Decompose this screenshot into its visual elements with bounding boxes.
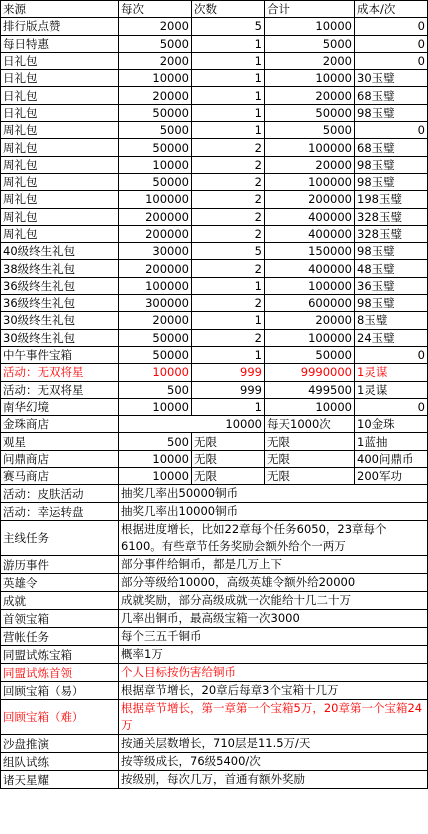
cell-total: 5000 bbox=[265, 35, 355, 52]
cell-per-time: 500 bbox=[119, 433, 192, 450]
cell-source: 活动：幸运转盘 bbox=[1, 503, 119, 521]
cell-count: 2 bbox=[192, 191, 265, 208]
table-row bbox=[1, 295, 428, 312]
cell-source: 日礼包 bbox=[1, 87, 119, 104]
cell-total: 20000 bbox=[265, 156, 355, 173]
cell-cost: 0 bbox=[355, 52, 428, 69]
cell-total: 无限 bbox=[265, 468, 355, 485]
cell-count: 1 bbox=[192, 122, 265, 139]
cell-source: 30级终生礼包 bbox=[1, 329, 119, 346]
table-row bbox=[1, 122, 428, 139]
cell-cost: 328玉璧 bbox=[355, 208, 428, 225]
table-row bbox=[1, 398, 428, 415]
cell-total: 9990000 bbox=[265, 364, 355, 381]
table-row bbox=[1, 381, 428, 398]
cell-per-time: 500 bbox=[119, 381, 192, 398]
cell-per-time: 100000 bbox=[119, 191, 192, 208]
cell-cost: 200军功 bbox=[355, 468, 428, 485]
cell-cost: 0 bbox=[355, 346, 428, 363]
cell-cost: 0 bbox=[355, 398, 428, 415]
cell-per-time: 50000 bbox=[119, 346, 192, 363]
cell-per-time: 10000 bbox=[119, 450, 192, 467]
cell-cost: 98玉璧 bbox=[355, 156, 428, 173]
cell-count: 5 bbox=[192, 243, 265, 260]
cell-count: 2 bbox=[192, 208, 265, 225]
cell-per-time: 5000 bbox=[119, 35, 192, 52]
cell-count: 无限 bbox=[192, 468, 265, 485]
cell-source: 38级终生礼包 bbox=[1, 260, 119, 277]
cell-total: 10000 bbox=[265, 70, 355, 87]
cell-source: 南华幻境 bbox=[1, 398, 119, 415]
table-row bbox=[1, 225, 428, 242]
cell-source: 周礼包 bbox=[1, 208, 119, 225]
cell-per-time: 10000 bbox=[119, 156, 192, 173]
cell-total: 400000 bbox=[265, 208, 355, 225]
cell-description: 抽奖几率出50000铜币 bbox=[119, 485, 428, 503]
cell-total: 100000 bbox=[265, 277, 355, 294]
cell-total: 499500 bbox=[265, 381, 355, 398]
table-row bbox=[1, 753, 428, 771]
cell-description: 根据进度增长，比如22章每个任务6050，23章每个6100。有些章节任务奖励会额外给个一两万 bbox=[119, 521, 428, 556]
cell-cost: 1灵谋 bbox=[355, 381, 428, 398]
cell-source: 40级终生礼包 bbox=[1, 243, 119, 260]
cell-source: 赛马商店 bbox=[1, 468, 119, 485]
cell-count: 2 bbox=[192, 173, 265, 190]
cell-per-time: 100000 bbox=[119, 277, 192, 294]
header-source: 来源 bbox=[1, 1, 119, 18]
cell-per-time: 2000 bbox=[119, 52, 192, 69]
cell-total: 200000 bbox=[265, 191, 355, 208]
cell-per-time: 2000 bbox=[119, 18, 192, 35]
cell-description: 按通关层数增长，710层是11.5万/天 bbox=[119, 735, 428, 753]
table-row bbox=[1, 433, 428, 450]
cell-per-time: 200000 bbox=[119, 260, 192, 277]
cell-total: 50000 bbox=[265, 346, 355, 363]
cell-source: 成就 bbox=[1, 592, 119, 610]
cell-source: 周礼包 bbox=[1, 139, 119, 156]
cell-count: 999 bbox=[192, 381, 265, 398]
cell-count: 1 bbox=[192, 70, 265, 87]
cell-total: 10000 bbox=[265, 18, 355, 35]
cell-per-time: 50000 bbox=[119, 104, 192, 121]
cell-source: 36级终生礼包 bbox=[1, 295, 119, 312]
table-row bbox=[1, 52, 428, 69]
cell-cost: 1蓝抽 bbox=[355, 433, 428, 450]
table-row bbox=[1, 646, 428, 664]
cell-count: 1 bbox=[192, 104, 265, 121]
table-row bbox=[1, 191, 428, 208]
header-per-time: 每次 bbox=[119, 1, 192, 18]
table-row bbox=[1, 35, 428, 52]
cell-per-time: 20000 bbox=[119, 87, 192, 104]
cell-cost: 10金珠 bbox=[355, 416, 428, 433]
table-row bbox=[1, 364, 428, 381]
cell-count: 1 bbox=[192, 312, 265, 329]
cell-per-time: 200000 bbox=[119, 208, 192, 225]
cell-source: 金珠商店 bbox=[1, 416, 119, 433]
cell-total: 5000 bbox=[265, 122, 355, 139]
cell-source: 周礼包 bbox=[1, 156, 119, 173]
cell-per-time: 10000 bbox=[119, 70, 192, 87]
cell-source: 主线任务 bbox=[1, 521, 119, 556]
table-row bbox=[1, 18, 428, 35]
cell-source: 诸天星耀 bbox=[1, 771, 119, 789]
cell-description: 部分等级给10000，高级英雄令额外给20000 bbox=[119, 574, 428, 592]
cell-source: 游历事件 bbox=[1, 556, 119, 574]
cell-source: 日礼包 bbox=[1, 104, 119, 121]
cell-count: 2 bbox=[192, 139, 265, 156]
cell-cost: 1灵谋 bbox=[355, 364, 428, 381]
cell-total: 无限 bbox=[265, 450, 355, 467]
table-row bbox=[1, 700, 428, 735]
table-row bbox=[1, 735, 428, 753]
cell-count: 1 bbox=[192, 87, 265, 104]
cell-count: 5 bbox=[192, 18, 265, 35]
cell-source: 活动：皮肤活动 bbox=[1, 485, 119, 503]
cell-source: 周礼包 bbox=[1, 225, 119, 242]
cell-description: 个人目标按伤害给铜币 bbox=[119, 664, 428, 682]
cell-count: 2 bbox=[192, 260, 265, 277]
cell-count: 无限 bbox=[192, 433, 265, 450]
cell-total: 2000 bbox=[265, 52, 355, 69]
cell-source: 日礼包 bbox=[1, 70, 119, 87]
cell-count: 999 bbox=[192, 364, 265, 381]
cell-cost: 0 bbox=[355, 122, 428, 139]
cell-source: 周礼包 bbox=[1, 191, 119, 208]
header-count: 次数 bbox=[192, 1, 265, 18]
cell-count: 1 bbox=[192, 52, 265, 69]
cell-source: 同盟试炼首领 bbox=[1, 664, 119, 682]
cell-per-time: 10000 bbox=[119, 416, 265, 433]
cell-source: 30级终生礼包 bbox=[1, 312, 119, 329]
table-row bbox=[1, 139, 428, 156]
cell-total: 400000 bbox=[265, 260, 355, 277]
cell-count: 1 bbox=[192, 398, 265, 415]
cell-source: 组队试练 bbox=[1, 753, 119, 771]
cell-source: 活动：无双将星 bbox=[1, 381, 119, 398]
table-row bbox=[1, 556, 428, 574]
cell-per-time: 10000 bbox=[119, 364, 192, 381]
cell-total: 150000 bbox=[265, 243, 355, 260]
table-row bbox=[1, 260, 428, 277]
table-row bbox=[1, 771, 428, 789]
cell-description: 根据章节增长，第一章第一个宝箱5万，20章第一个宝箱24万 bbox=[119, 700, 428, 735]
cell-cost: 0 bbox=[355, 18, 428, 35]
table-row bbox=[1, 346, 428, 363]
cell-count: 2 bbox=[192, 156, 265, 173]
cell-cost: 8玉璧 bbox=[355, 312, 428, 329]
cell-source: 周礼包 bbox=[1, 173, 119, 190]
cell-total: 100000 bbox=[265, 329, 355, 346]
cell-cost: 400问鼎币 bbox=[355, 450, 428, 467]
cell-source: 回顾宝箱（易） bbox=[1, 682, 119, 700]
cell-cost: 98玉璧 bbox=[355, 173, 428, 190]
table-row bbox=[1, 592, 428, 610]
cell-cost: 68玉璧 bbox=[355, 139, 428, 156]
cell-total: 50000 bbox=[265, 104, 355, 121]
cell-description: 几率出铜币，最高级宝箱一次3000 bbox=[119, 610, 428, 628]
cell-source: 观星 bbox=[1, 433, 119, 450]
table-row bbox=[1, 208, 428, 225]
table-row bbox=[1, 156, 428, 173]
cell-total: 100000 bbox=[265, 139, 355, 156]
cell-total: 无限 bbox=[265, 433, 355, 450]
table-row bbox=[1, 277, 428, 294]
cell-source: 营帐任务 bbox=[1, 628, 119, 646]
cell-cost: 198玉璧 bbox=[355, 191, 428, 208]
cell-description: 按级别，每次几万，首通有额外奖励 bbox=[119, 771, 428, 789]
header-row bbox=[1, 1, 428, 18]
table-row bbox=[1, 104, 428, 121]
cell-cost: 98玉璧 bbox=[355, 104, 428, 121]
cell-total: 400000 bbox=[265, 225, 355, 242]
cell-source: 中午事件宝箱 bbox=[1, 346, 119, 363]
table-row bbox=[1, 70, 428, 87]
cell-cost: 30玉璧 bbox=[355, 70, 428, 87]
table-row bbox=[1, 664, 428, 682]
cell-description: 根据章节增长，20章后每章3个宝箱十几万 bbox=[119, 682, 428, 700]
cell-source: 日礼包 bbox=[1, 52, 119, 69]
table-row bbox=[1, 173, 428, 190]
table-row bbox=[1, 87, 428, 104]
cell-total: 每天1000次 bbox=[265, 416, 355, 433]
cell-per-time: 300000 bbox=[119, 295, 192, 312]
header-total: 合计 bbox=[265, 1, 355, 18]
cell-source: 周礼包 bbox=[1, 122, 119, 139]
cell-description: 每个三五千铜币 bbox=[119, 628, 428, 646]
cell-per-time: 50000 bbox=[119, 139, 192, 156]
cell-cost: 98玉璧 bbox=[355, 243, 428, 260]
cell-total: 20000 bbox=[265, 87, 355, 104]
cell-total: 100000 bbox=[265, 173, 355, 190]
cell-source: 首领宝箱 bbox=[1, 610, 119, 628]
table-row bbox=[1, 574, 428, 592]
cell-source: 每日特惠 bbox=[1, 35, 119, 52]
cell-description: 抽奖几率出10000铜币 bbox=[119, 503, 428, 521]
cell-count: 1 bbox=[192, 346, 265, 363]
cell-cost: 0 bbox=[355, 35, 428, 52]
cell-per-time: 50000 bbox=[119, 173, 192, 190]
cell-per-time: 30000 bbox=[119, 243, 192, 260]
cell-source: 沙盘推演 bbox=[1, 735, 119, 753]
cell-per-time: 20000 bbox=[119, 312, 192, 329]
table-row bbox=[1, 503, 428, 521]
cell-cost: 24玉璧 bbox=[355, 329, 428, 346]
header-cost: 成本/次 bbox=[355, 1, 428, 18]
cell-count: 2 bbox=[192, 295, 265, 312]
cell-source: 英雄令 bbox=[1, 574, 119, 592]
cell-description: 按等级成长，76级5400/次 bbox=[119, 753, 428, 771]
table-row bbox=[1, 450, 428, 467]
cell-per-time: 10000 bbox=[119, 398, 192, 415]
cell-source: 活动：无双将星 bbox=[1, 364, 119, 381]
table-row bbox=[1, 243, 428, 260]
cell-count: 无限 bbox=[192, 450, 265, 467]
cell-source: 回顾宝箱（难） bbox=[1, 700, 119, 735]
cell-cost: 98玉璧 bbox=[355, 295, 428, 312]
table-row bbox=[1, 329, 428, 346]
table-row bbox=[1, 682, 428, 700]
cell-count: 2 bbox=[192, 329, 265, 346]
table-row bbox=[1, 416, 428, 433]
table-row bbox=[1, 521, 428, 556]
cell-cost: 48玉璧 bbox=[355, 260, 428, 277]
cell-source: 排行版点赞 bbox=[1, 18, 119, 35]
cell-per-time: 5000 bbox=[119, 122, 192, 139]
cell-per-time: 10000 bbox=[119, 468, 192, 485]
cell-count: 2 bbox=[192, 225, 265, 242]
cell-cost: 68玉璧 bbox=[355, 87, 428, 104]
cell-per-time: 50000 bbox=[119, 329, 192, 346]
cell-source: 问鼎商店 bbox=[1, 450, 119, 467]
cell-description: 部分事件给铜币，都是几万上下 bbox=[119, 556, 428, 574]
cell-cost: 36玉璧 bbox=[355, 277, 428, 294]
cell-total: 20000 bbox=[265, 312, 355, 329]
cell-per-time: 200000 bbox=[119, 225, 192, 242]
table-row bbox=[1, 628, 428, 646]
table-row bbox=[1, 485, 428, 503]
cell-description: 成就奖励，部分高级成就一次能给十几二十万 bbox=[119, 592, 428, 610]
table-row bbox=[1, 468, 428, 485]
table-row bbox=[1, 610, 428, 628]
cell-count: 1 bbox=[192, 35, 265, 52]
cell-count: 1 bbox=[192, 277, 265, 294]
cell-source: 36级终生礼包 bbox=[1, 277, 119, 294]
cell-total: 600000 bbox=[265, 295, 355, 312]
table-row bbox=[1, 312, 428, 329]
cell-total: 10000 bbox=[265, 398, 355, 415]
cell-description: 概率1万 bbox=[119, 646, 428, 664]
cell-source: 同盟试炼宝箱 bbox=[1, 646, 119, 664]
cell-cost: 328玉璧 bbox=[355, 225, 428, 242]
